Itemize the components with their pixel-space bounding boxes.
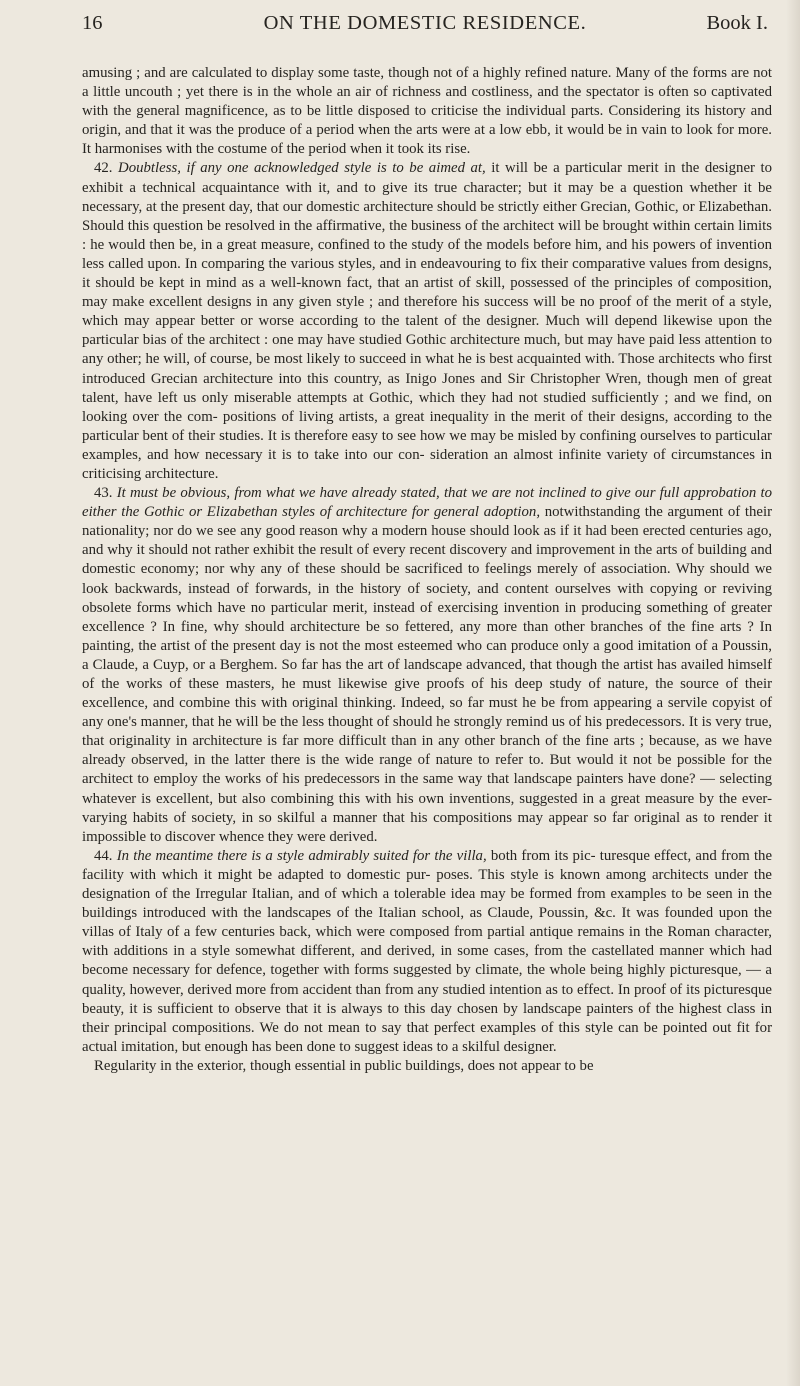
paragraph-text: amusing ; and are calculated to display some taste, though not of a highly refined nature. Many of the forms are not a little uncouth ; yet there is in the whole an air of richness and costliness, and the spectator is often so captivated with the general magnificence, as to be little disposed to criticise the individual parts. Considering its history and origin, and that it was the produce of a period when the arts were at a low ebb, it would be in vain to look for more. It harmonises with the costume of the period when it took its rise. — [82, 65, 772, 158]
paragraph-42 — [82, 159, 772, 484]
page-body — [82, 64, 772, 1076]
paragraph-text: both from its pic- turesque effect, and from the facility with which it might be adapted to domestic pur- poses. This style is known among architects under the designation of the Irregular Italian, and of which a tolerable idea may be formed from examples to be seen in the buildings introduced with the landscapes of the Italian school, as Claude, Poussin, &c. It was founded upon the villas of Italy of a few centuries back, which were composed from partial antique remains in the Roman character, with additions in a style somewhat different, and derived, in some cases, from the castellated manner which had become necessary for defence, together with forms suggested by climate, the whole being highly picturesque, — a quality, however, derived more from accident than from any studied intention as to effect. In proof of its picturesque beauty, it is sufficient to observe that it is always to this day chosen by landscape painters of the highest class in their principal compositions. We do not mean to say that perfect examples of this style can be pointed out fit for actual imitation, but enough has been done to suggest ideas to a skilful designer. — [82, 847, 773, 1055]
paragraph-number: 43. — [94, 485, 113, 502]
paragraph-text: Regularity in the exterior, though essential in public buildings, does not appear to be — [94, 1057, 594, 1074]
paragraph-italic-lead: In the meantime there is a style admirably suited for the villa, — [116, 847, 487, 864]
running-header — [82, 4, 768, 42]
page-edge-shadow — [786, 0, 800, 1386]
paragraph-continued-next-page — [82, 1057, 772, 1076]
paragraph-italic-lead: It must be obvious, from what we have already stated, that we are not inclined to give our full approbation to either the Gothic or Elizabethan styles of architecture for general adoption, — [82, 485, 772, 521]
paragraph-43 — [82, 484, 772, 847]
paragraph-italic-lead: Doubtless, if any one acknowledged style is to be aimed at, — [118, 160, 486, 177]
paragraph-text: notwithstanding the argument of their nationality; nor do we see any good reason why a modern house should look as if it had been erected centuries ago, and why it should not rather exhibit the result of every recent discovery and improvement in the arts of building and domestic economy; nor why any of these should be sacrificed to feelings merely of association. Why should we look backwards, instead of forwards, in the history of society, and content ourselves with copying or reviving obsolete forms which have no particular merit, instead of exercising invention in producing something of greater excellence ? In fine, why should architecture be so fettered, any more than other branches of the fine arts ? In painting, the artist of the present day is not the most esteemed who can produce only a good imitation of a Poussin, a Claude, a Cuyp, or a Berghem. So far has the art of landscape advanced, that though the artist has availed himself of the works of these masters, he must likewise give proofs of his deep study of nature, the source of their excellence, and combine this with original thinking. Indeed, so far must he be from appearing a servile copyist of any one's manner, that he will be the less thought of should he strongly remind us of his predecessors. It is very true, that originality in architecture is far more difficult than in any other branch of the fine arts ; because, as we have already observed, in the latter there is the wide range of nature to refer to. But would it not be possible for the architect to employ the works of his predecessors in the same way that landscape painters have done? — selecting whatever is excellent, but also combining this with his own inventions, suggested in a great measure by the ever-varying habits of society, in so skilful a manner that his compositions may appear so far original as to render it impossible to discover whence they were derived. — [82, 504, 772, 845]
paragraph-number: 44. — [94, 847, 113, 864]
paragraph-44 — [82, 847, 772, 1057]
book-label: Book I. — [706, 12, 768, 34]
paragraph-continuation — [82, 64, 772, 159]
page-number: 16 — [82, 12, 103, 34]
paragraph-text: it will be a particular merit in the designer to exhibit a technical acquaintance with it, and to give its true character; but it may be a question whether it be necessary, at the present day, that our domestic architecture should be strictly either Grecian, Gothic, or Elizabethan. Should this question be resolved in the affirmative, the business of the architect will be brought within certain limits : he would then be, in a great measure, confined to the study of the models before him, and his powers of invention less called upon. In comparing the various styles, and in endeavouring to fix their comparative values from designs, it should be kept in mind as a well-known fact, that an artist of skill, possessed of the principles of composition, may make excellent designs in any given style ; and therefore his success will be no proof of the merit of a style, which may appear better or worse according to the talent of the designer. Much will depend likewise upon the particular bias of the architect : one may have studied Gothic architecture much, but may have paid less attention to any other; he will, of course, be most likely to succeed in what he is best acquainted with. Those architects who first introduced Grecian architecture into this country, as Inigo Jones and Sir Christopher Wren, though men of great talent, have left us only miserable attempts at Gothic, which they had not studied sufficiently ; and we find, on looking over the com- positions of living artists, a great inequality in the merit of their designs, according to the particular bent of their studies. It is therefore easy to see how we may be misled by confining ourselves to particular examples, and how necessary it is to take into our con- sideration an almost infinite variety of circumstances in criticising architecture. — [82, 160, 772, 482]
paragraph-number: 42. — [94, 160, 113, 177]
running-title: ON THE DOMESTIC RESIDENCE. — [263, 12, 587, 34]
